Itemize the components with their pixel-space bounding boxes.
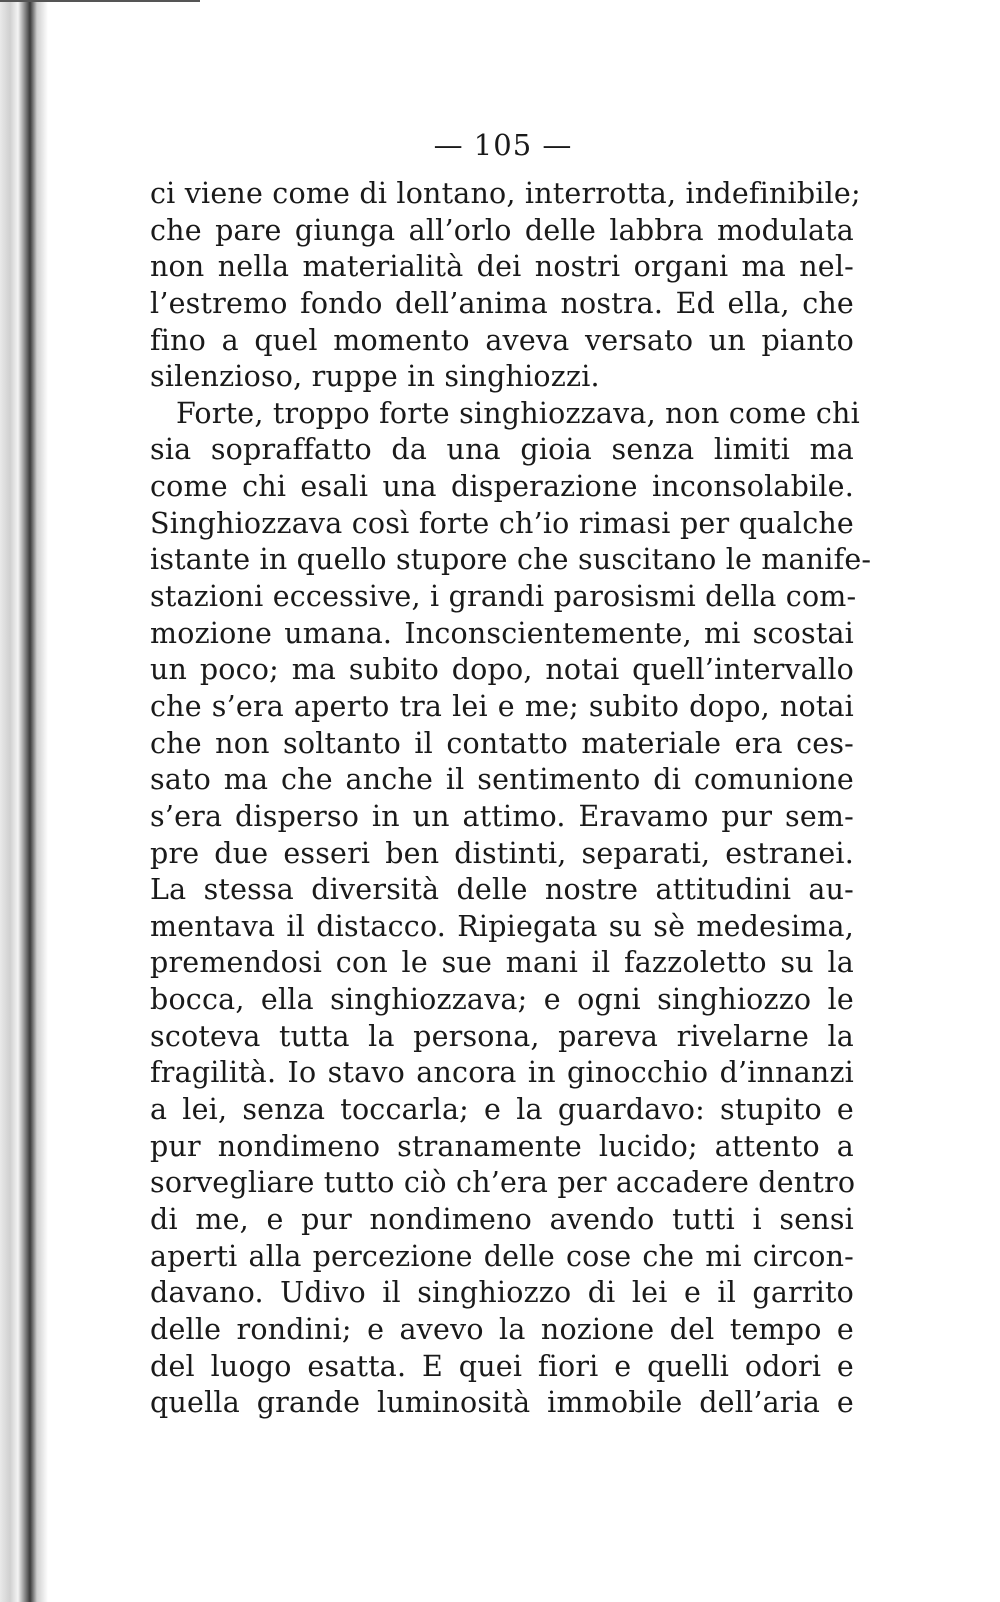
- text-line: scoteva tutta la persona, pareva rivelarne la: [150, 1019, 854, 1053]
- text-line: sato ma che anche il sentimento di comunione: [150, 763, 854, 797]
- text-line: bocca, ella singhiozzava; e ogni singhiozzo le: [150, 983, 854, 1017]
- text-line: sorvegliare tutto ciò ch’era per accadere dentro: [150, 1166, 856, 1200]
- text-line: del luogo esatta. E quei fiori e quelli odori e: [150, 1349, 854, 1383]
- text-line: non nella materialità dei nostri organi ma nel-: [150, 250, 854, 284]
- text-line: davano. Udivo il singhiozzo di lei e il garrito: [150, 1276, 854, 1310]
- text-line: che non soltanto il contatto materiale era ces-: [150, 726, 854, 760]
- text-line: di me, e pur nondimeno avendo tutti i sensi: [150, 1202, 854, 1236]
- text-line: l’estremo fondo dell’anima nostra. Ed ella, che: [150, 286, 854, 320]
- text-line: che pare giunga all’orlo delle labbra modulata: [150, 213, 854, 247]
- text-line: s’era disperso in un attimo. Eravamo pur sem-: [150, 799, 854, 833]
- page-number: — 105 —: [433, 128, 573, 162]
- text-line: aperti alla percezione delle cose che mi circon-: [150, 1239, 854, 1273]
- text-line: Singhiozzava così forte ch’io rimasi per qualche: [150, 506, 854, 540]
- text-line: pur nondimeno stranamente lucido; attento a: [150, 1129, 854, 1163]
- page-binding-edge: [0, 0, 60, 1602]
- text-line: La stessa diversità delle nostre attitudini au-: [150, 873, 854, 907]
- text-line: come chi esali una disperazione inconsolabile.: [150, 470, 854, 504]
- text-line: fragilità. Io stavo ancora in ginocchio d’innanzi: [150, 1056, 854, 1090]
- text-line: un poco; ma subito dopo, notai quell’intervallo: [150, 653, 854, 687]
- text-line: istante in quello stupore che suscitano le manife-: [150, 543, 872, 577]
- text-line: premendosi con le sue mani il fazzoletto su la: [150, 946, 854, 980]
- text-line: stazioni eccessive, i grandi parosismi della com-: [150, 580, 857, 614]
- text-line: a lei, senza toccarla; e la guardavo: stupito e: [150, 1093, 854, 1127]
- paragraph-start-line: Forte, troppo forte singhiozzava, non come chi: [176, 396, 860, 430]
- text-line: che s’era aperto tra lei e me; subito dopo, notai: [150, 689, 854, 723]
- body-text: [150, 176, 872, 1422]
- text-line: mentava il distacco. Ripiegata su sè medesima,: [150, 909, 854, 943]
- text-line: delle rondini; e avevo la nozione del tempo e: [150, 1312, 854, 1346]
- text-line: mozione umana. Inconscientemente, mi scostai: [150, 616, 854, 650]
- text-line: pre due esseri ben distinti, separati, estranei.: [150, 836, 854, 870]
- page-top-edge: [0, 0, 200, 8]
- text-line: quella grande luminosità immobile dell’aria e: [150, 1386, 854, 1420]
- text-line: sia sopraffatto da una gioia senza limiti ma: [150, 433, 854, 467]
- text-line: ci viene come di lontano, interrotta, indefinibile;: [150, 177, 861, 210]
- text-line: silenzioso, ruppe in singhiozzi.: [150, 360, 600, 394]
- text-line: fino a quel momento aveva versato un pianto: [150, 323, 854, 357]
